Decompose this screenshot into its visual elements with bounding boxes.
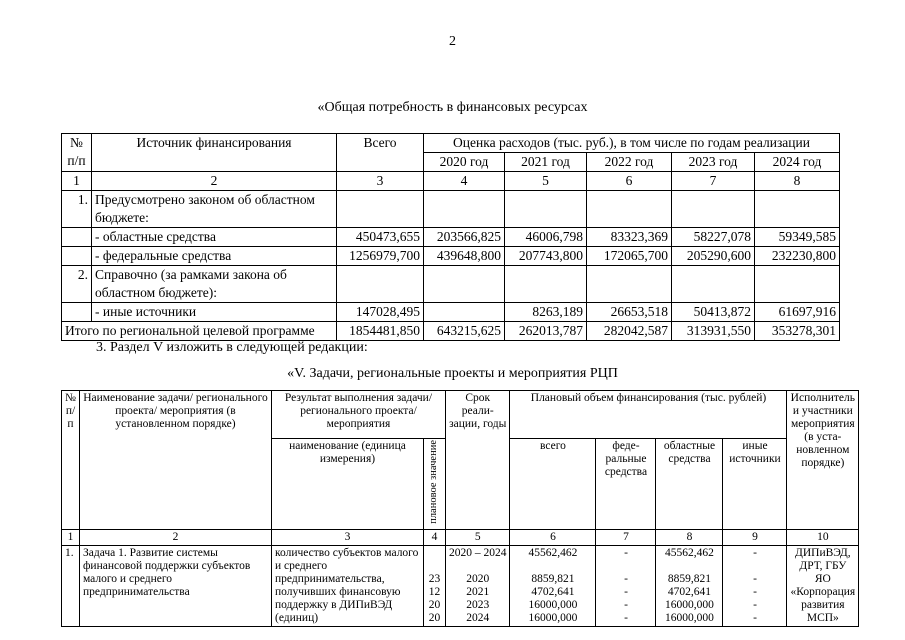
page-number: 2: [449, 34, 456, 49]
col-number: 4: [424, 172, 505, 191]
result-value: 20: [428, 598, 441, 611]
tasks-table: [61, 390, 859, 627]
col-number: 4: [423, 529, 445, 545]
header-result-value-cell: [423, 439, 445, 530]
cell-value: 61697,916: [755, 303, 840, 322]
task-name: Задача 1. Развитие системы финансовой поддержки субъектов малого и среднего предпринимательства: [79, 545, 271, 626]
row-label: Справочно (за рамками закона об областном бюджете):: [92, 266, 337, 303]
col-number: 3: [337, 172, 424, 191]
col-number: 10: [787, 529, 859, 545]
col-number: 8: [755, 172, 840, 191]
result-name: количество субъектов малого и среднего предпринимательства, получивших финансовую поддержку в ДИПиВЭД (единиц): [271, 545, 423, 626]
cell-value: 439648,800: [424, 247, 505, 266]
plan-fed: -: [624, 572, 628, 585]
header-plan-other: иные источники: [723, 439, 787, 530]
plan-regional: 16000,000: [665, 598, 714, 611]
cell-value: 1256979,700: [337, 247, 424, 266]
plan-regional: 45562,462: [665, 546, 714, 559]
table1-title: «Общая потребность в финансовых ресурсах: [317, 100, 588, 115]
col-number: 2: [92, 172, 337, 191]
header-total: Всего: [337, 134, 424, 172]
header-result: Результат выполнения задачи/ регионального проекта/ мероприятия: [271, 391, 445, 439]
plan-total: 16000,000: [528, 598, 578, 611]
header-year: 2023 год: [672, 153, 755, 172]
cell-value: 205290,600: [672, 247, 755, 266]
result-value: 20: [428, 611, 441, 624]
row-label: - областные средства: [92, 228, 337, 247]
plan-other: -: [753, 598, 757, 611]
row-label: - федеральные средства: [92, 247, 337, 266]
cell-value: 172065,700: [587, 247, 672, 266]
plan-regional: 4702,641: [667, 585, 712, 598]
header-plan: Плановый объем финансирования (тыс. рублей): [510, 391, 787, 439]
total-label: Итого по региональной целевой программе: [62, 322, 337, 341]
header-year: 2024 год: [755, 153, 840, 172]
plan-other: -: [753, 611, 757, 624]
term-years: [445, 545, 510, 626]
plan-fed: -: [624, 598, 628, 611]
col-number: 9: [723, 529, 787, 545]
table2-title: «V. Задачи, региональные проекты и мероприятия РЦП: [287, 366, 618, 381]
plan-regional: 8859,821: [667, 572, 712, 585]
row-num: 1.: [62, 191, 92, 228]
row-num: 2.: [62, 266, 92, 303]
cell-value: 83323,369: [587, 228, 672, 247]
col-number: 3: [271, 529, 423, 545]
header-executor: Исполнитель и участники мероприятия (в уста-новленном порядке): [787, 391, 859, 530]
header-year: 2020 год: [424, 153, 505, 172]
total-value: 353278,301: [755, 322, 840, 341]
col-number: 7: [672, 172, 755, 191]
header-num: № п/п: [62, 391, 80, 530]
cell-value: 46006,798: [505, 228, 587, 247]
task-num: 1.: [62, 545, 80, 626]
cell-value: 203566,825: [424, 228, 505, 247]
plan-total: 8859,821: [531, 572, 575, 585]
cell-value: 59349,585: [755, 228, 840, 247]
term-year: 2020: [466, 572, 490, 585]
col-number: 5: [445, 529, 510, 545]
header-plan-reg: областные средства: [656, 439, 723, 530]
col-number: 7: [596, 529, 656, 545]
total-value: 282042,587: [587, 322, 672, 341]
section-instruction: 3. Раздел V изложить в следующей редакции:: [96, 340, 368, 355]
header-source: Источник финансирования: [92, 134, 337, 172]
header-num: № п/п: [62, 134, 92, 172]
plan-fed: -: [624, 585, 628, 598]
cell-value: 26653,518: [587, 303, 672, 322]
plan-totals: [510, 545, 596, 626]
plan-total: 45562,462: [528, 546, 578, 559]
col-number: 1: [62, 172, 92, 191]
plan-feds: [596, 545, 656, 626]
row-label: - иные источники: [92, 303, 337, 322]
header-plan-fed: феде-ральные средства: [596, 439, 656, 530]
result-value: 12: [428, 585, 441, 598]
term-year: 2020 – 2024: [448, 546, 507, 559]
plan-others: [723, 545, 787, 626]
plan-other: -: [753, 572, 757, 585]
result-values: [423, 545, 445, 626]
col-number: 1: [62, 529, 80, 545]
col-number: 6: [510, 529, 596, 545]
cell-value: [424, 303, 505, 322]
header-estimate: Оценка расходов (тыс. руб.), в том числе по годам реализации: [424, 134, 840, 153]
financial-needs-table: [61, 133, 840, 341]
col-number: 6: [587, 172, 672, 191]
cell-value: 450473,655: [337, 228, 424, 247]
total-value: 643215,625: [424, 322, 505, 341]
total-value: 262013,787: [505, 322, 587, 341]
cell-value: 232230,800: [755, 247, 840, 266]
row-label: Предусмотрено законом об областном бюджете:: [92, 191, 337, 228]
plan-total: 4702,641: [531, 585, 575, 598]
plan-regionals: [656, 545, 723, 626]
header-year: 2021 год: [505, 153, 587, 172]
col-number: 2: [79, 529, 271, 545]
plan-other: -: [753, 546, 757, 559]
header-plan-total: всего: [510, 439, 596, 530]
result-value: 23: [428, 572, 441, 585]
header-year: 2022 год: [587, 153, 672, 172]
executor: ДИПиВЭД, ДРТ, ГБУ ЯО «Корпорация развития МСП»: [787, 545, 859, 626]
plan-total: 16000,000: [528, 611, 578, 624]
header-term: Срок реали-зации, годы: [445, 391, 510, 530]
cell-value: 147028,495: [337, 303, 424, 322]
header-name: Наименование задачи/ регионального проекта/ мероприятия (в установленном порядке): [79, 391, 271, 530]
plan-fed: -: [624, 546, 628, 559]
plan-other: -: [753, 585, 757, 598]
term-year: 2024: [466, 611, 490, 624]
cell-value: 8263,189: [505, 303, 587, 322]
col-number: 8: [656, 529, 723, 545]
result-value: [427, 547, 442, 560]
plan-regional: 16000,000: [665, 611, 714, 624]
col-number: 5: [505, 172, 587, 191]
plan-fed: -: [624, 611, 628, 624]
header-result-value: плановое значение: [428, 440, 440, 524]
total-value: 313931,550: [672, 322, 755, 341]
cell-value: 207743,800: [505, 247, 587, 266]
cell-value: 58227,078: [672, 228, 755, 247]
total-value: 1854481,850: [337, 322, 424, 341]
term-year: 2021: [466, 585, 490, 598]
term-year: 2023: [466, 598, 490, 611]
header-result-name: наименование (единица измерения): [271, 439, 423, 530]
cell-value: 50413,872: [672, 303, 755, 322]
